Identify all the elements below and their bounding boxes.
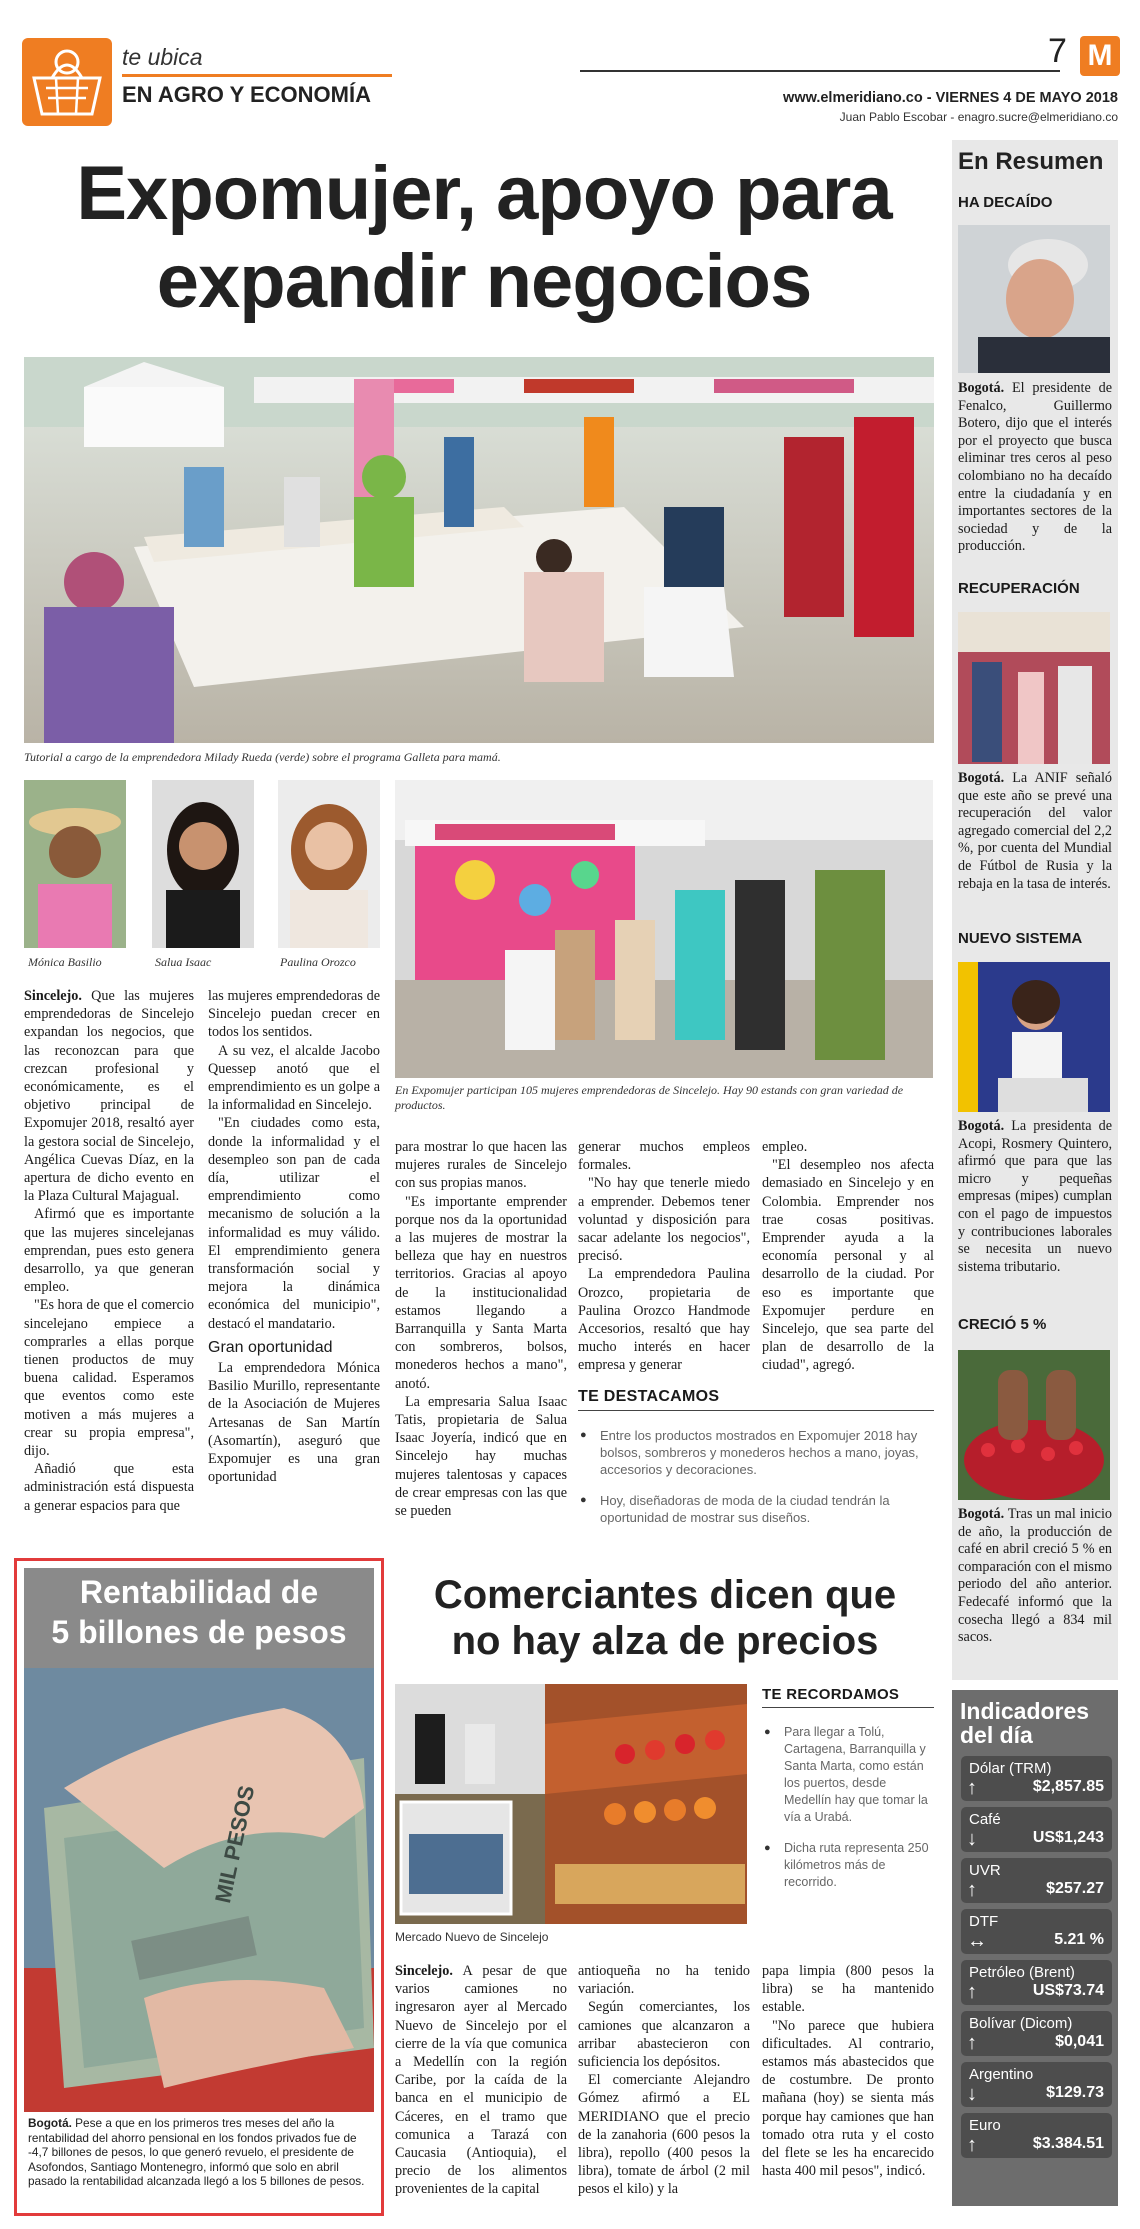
sidebar-body-1: El presidente de Fenalco, Guillermo Botero, dijo que el interés por el proyecto que busca eliminar tres ceros al peso colombiano no ha decaído entre la ciudadanía y en importantes sectores de la sociedad y de la producción. (958, 380, 1112, 555)
indicadores-title-2: del día (960, 1722, 1033, 1748)
expomujer-tutorial-photo (24, 357, 934, 743)
indicator-name: Café (969, 1811, 1001, 1828)
sidebar-body-4: Tras un mal inicio de año, la producción de café en abril creció 5 % en comparación con el mismo periodo del año anterior. Fedecafé informó que la cosecha llegó a 834 mil sacos. (958, 1506, 1112, 1646)
section-small-label: te ubica (122, 44, 203, 70)
page-number: 7 (1048, 32, 1067, 70)
sidebar-head-1: HA DECAÍDO (958, 194, 1053, 211)
comerciantes-headline-1: Comerciantes dicen que (433, 1573, 897, 1617)
comerciantes-column-1 (395, 1962, 567, 2199)
section-underline (122, 74, 392, 77)
header-rule (580, 70, 1060, 72)
sidebar-title: En Resumen (958, 148, 1104, 175)
col1-p4: Añadió que esta administración está dispuesta a generar espacios para que (24, 1461, 194, 1514)
byline: Juan Pablo Escobar - enagro.sucre@elmeridiano.co (839, 110, 1118, 124)
main-headline-2: expandir negocios (156, 239, 812, 324)
recordamos-item: ● Dicha ruta representa 250 kilómetros más de recorrido. (762, 1840, 934, 1891)
indicator-value: US$1,243 (1032, 1829, 1104, 1846)
subhead-gran-oportunidad: Gran oportunidad (208, 1338, 333, 1356)
col3-p2: "Es importante emprender porque nos da la oportunidad a las mujeres de mostrar la belleza que hay en nuestros territorios. Gracias al apoyo de la institucionalidad estamos llegando a Barranquilla y Santa Marta con sombreros, bolsos, monederos hechos a mano", anotó. (395, 1193, 567, 1392)
main-photo-caption: Tutorial a cargo de la emprendedora Milady Rueda (verde) sobre el programa Galleta para mamá. (24, 750, 501, 764)
indicator-value: US$73.74 (1032, 1982, 1104, 1999)
rentabilidad-title-1: Rentabilidad de (79, 1574, 319, 1610)
portrait-paulina-orozco (278, 780, 380, 948)
indicator-bolivar (961, 2011, 1112, 2056)
sidebar-body-2: La ANIF señaló que este año se prevé una recuperación del valor agregado comercial del 2,2 %, por cuenta del Mundial de Fútbol de Rusia y la rebaja en la tasa de interés. (958, 770, 1112, 892)
col5-p2: "El desempleo nos afecta demasiado en Sincelejo y en Colombia. Emprender nos trae cosas positivas. Emprender ayuda a la economía personal y al desarrollo de la ciudad. Por eso es importante que Expomujer perdure en Sincelejo, que sea parte del plan de desarrollo de la ciudad", agregó. (762, 1157, 934, 1374)
comerciantes-col3-p1: papa limpia (800 pesos la libra) se ha mantenido estable. (762, 1963, 934, 2016)
sidebar-body-3: La presidenta de Acopi, Rosmery Quintero, afirmó que para que las micro y pequeñas empresas (mipes) cumplan con el pago de impuestos y contribuciones laborales se necesita un nuevo sistema tributario. (958, 1118, 1112, 1275)
portrait-caption-1: Mónica Basilio (28, 955, 102, 969)
site-date: www.elmeridiano.co - VIERNES 4 DE MAYO 2018 (783, 90, 1118, 106)
col4-p3: La emprendedora Paulina Orozco, propietaria de Paulina Orozco Handmode Accesorios, resaltó que hay mucho interés en hacer empresa y generar (578, 1266, 750, 1374)
col2-p2: A su vez, el alcalde Jacobo Quessep anotó que el emprendimiento es un golpe a la informalidad en Sincelejo. (208, 1042, 380, 1114)
indicator-uvr (961, 1858, 1112, 1903)
indicator-cafe (961, 1807, 1112, 1852)
indicator-name: UVR (969, 1862, 1001, 1879)
arrow-both-icon: ↔ (967, 1930, 987, 1952)
stands-photo-caption: En Expomujer participan 105 mujeres emprendedoras de Sincelejo. Hay 90 estands con gran variedad de productos. (395, 1083, 904, 1112)
indicator-value: $2,857.85 (1032, 1778, 1104, 1795)
sidebar-photo-cafe (958, 1350, 1110, 1500)
sidebar-head-2: RECUPERACIÓN (958, 580, 1080, 597)
sidebar-head-4: CRECIÓ 5 % (958, 1316, 1047, 1333)
main-column-1 (24, 987, 194, 1515)
indicator-value: $0,041 (1055, 2033, 1104, 2050)
col2-p1: las mujeres emprendedoras de Sincelejo puedan crecer en todos los sentidos. (208, 988, 380, 1041)
destacamos-box (578, 1388, 934, 1558)
comerciantes-col2-p1: antioqueña no ha tenido variación. (578, 1963, 750, 1998)
indicator-name: Petróleo (Brent) (969, 1964, 1075, 1981)
comerciantes-col1-p1: A pesar de que varios camiones no ingresaron ayer al Mercado Nuevo de Sincelejo por el cierre de la vía que comunica a Medellín con la región Caribe, por la caída de la banca en el municipio de Cáceres, en el tramo que comunica a Tarazá con Caucasia (Antioquia), el precio de los alimentos provenientes de la capital (395, 1963, 567, 2198)
arrow-down-icon: ↓ (967, 2083, 977, 2105)
col4-p2: "No hay que tenerle miedo a emprender. Debemos tener voluntad y disposición para sacar adelante los negocios", precisó. (578, 1175, 750, 1265)
indicator-petroleo (961, 1960, 1112, 2005)
section-logo-basket-icon (22, 38, 112, 126)
col1-p2: Afirmó que es importante que las mujeres sincelejanas emprendan, pues esto genera desarrollo, ya que generan empleo. (24, 1206, 194, 1296)
section-title: EN AGRO Y ECONOMÍA (122, 82, 371, 107)
rentabilidad-bill-text: MIL PESOS (210, 1783, 260, 1906)
col2-p4: La emprendedora Mónica Basilio Murillo, representante de la Asociación de Mujeres Artesanas de San Martín (Asomartín), aseguró que Expomujer es una gran oportunidad (208, 1360, 380, 1486)
arrow-up-icon: ↑ (967, 2032, 977, 2054)
arrow-up-icon: ↑ (967, 1981, 977, 2003)
indicadores-title-1: Indicadores (960, 1698, 1090, 1724)
destacamos-list (578, 1427, 934, 1526)
indicator-name: Euro (969, 2117, 1001, 2134)
expomujer-stands-photo (395, 780, 933, 1078)
rentabilidad-photo-billetes (24, 1668, 374, 2112)
rentabilidad-text: Pese a que en los primeros tres meses del año la rentabilidad del ahorro pensional en los fondos privados fue de -4,7 billones de pesos, lo que generó revuelo, el presidente de Asofondos, Santiago Montenegro, informó que solo en abril pasado la rentabilidad alcanzada llegó a los 5 billones de pesos. (28, 2116, 365, 2188)
indicator-name: Bolívar (Dicom) (969, 2015, 1073, 2032)
indicator-name: Argentino (969, 2066, 1034, 2083)
sidebar-head-3: NUEVO SISTEMA (958, 930, 1083, 947)
portrait-caption-3: Paulina Orozco (280, 955, 356, 969)
comerciantes-column-2 (578, 1962, 750, 2199)
sidebar-dateline-3: Bogotá. (958, 1118, 1005, 1134)
mercado-nuevo-photo (395, 1684, 747, 1924)
sidebar-text-4 (958, 1506, 1112, 1647)
sidebar-photo-acopi (958, 962, 1110, 1112)
main-column-2 (208, 987, 380, 1486)
main-column-4 (578, 1138, 750, 1375)
col3-p1: para mostrar lo que hacen las mujeres rurales de Sincelejo con sus propias manos. (395, 1139, 567, 1192)
sidebar-dateline-1: Bogotá. (958, 380, 1005, 396)
recordamos-title: TE RECORDAMOS (762, 1686, 934, 1708)
indicator-dolar (961, 1756, 1112, 1801)
arrow-down-icon: ↓ (967, 1828, 977, 1850)
indicator-value: $257.27 (1046, 1880, 1104, 1897)
recordamos-list (762, 1724, 934, 1891)
col1-dateline: Sincelejo. (24, 988, 82, 1004)
col3-p3: La empresaria Salua Isaac Tatis, propietaria de Salua Isaac Joyería, indicó que en Sincelejo hay muchas mujeres talentosas y capaces de crear empresas con las que se pueden (395, 1393, 567, 1520)
destacamos-item: ● Hoy, diseñadoras de moda de la ciudad tendrán la oportunidad de mostrar sus diseños. (578, 1492, 934, 1526)
rentabilidad-title-2: 5 billones de pesos (51, 1614, 347, 1650)
meridiano-logo (1080, 36, 1120, 76)
portrait-caption-2: Salua Isaac (155, 955, 212, 969)
col5-p1: empleo. (762, 1139, 808, 1155)
sidebar-dateline-2: Bogotá. (958, 770, 1005, 786)
mercado-photo-caption: Mercado Nuevo de Sincelejo (395, 1930, 549, 1944)
col2-p3: "En ciudades como esta, donde la informalidad y el desempleo son pan de cada día, utilizar el emprendimiento como mecanismo de solución a la informalidad es muy válido. El emprendimiento genera transformación social y mejora la dinámica económica del municipio", destacó el mandatario. (208, 1115, 380, 1332)
sidebar-dateline-4: Bogotá. (958, 1506, 1005, 1522)
comerciantes-col3-p2: "No parece que hubiera dificultades. Al contrario, estamos más abastecidos que de costumbre. De pronto mañana (hoy) se sienta más porque hay camiones que han tomado otra ruta y el costo del flete se les ha encarecido hasta 400 mil pesos", indicó. (762, 2017, 934, 2180)
rentabilidad-body (28, 2116, 372, 2189)
sidebar-text-3 (958, 1118, 1112, 1276)
indicator-value: $129.73 (1046, 2084, 1104, 2101)
arrow-up-icon: ↑ (967, 1879, 977, 1901)
indicator-dtf (961, 1909, 1112, 1954)
arrow-up-icon: ↑ (967, 1777, 977, 1799)
sidebar-text-1 (958, 380, 1112, 556)
indicator-value: $3.384.51 (1032, 2135, 1104, 2152)
col4-p1: generar muchos empleos formales. (578, 1139, 750, 1174)
indicator-name: DTF (969, 1913, 999, 1930)
recordamos-box (762, 1686, 934, 1946)
col1-p3: "Es hora de que el comercio sincelejano empiece a comprarles a ellas porque tienen productos de muy buena calidad. Esperamos que eventos como este motiven a más mujeres a crear su propia empresa", dijo. (24, 1297, 194, 1460)
comerciantes-column-3 (762, 1962, 934, 2180)
indicator-argentino (961, 2062, 1112, 2107)
main-column-3 (395, 1138, 567, 1520)
portrait-monica-basilio (24, 780, 126, 948)
indicator-value: 5.21 % (1054, 1931, 1104, 1948)
comerciantes-col2-p3: El comerciante Alejandro Gómez afirmó a EL MERIDIANO que el precio de la zanahoria (600 pesos la libra), repollo (400 pesos la libra), tomate de árbol (2 mil pesos el kilo) y la (578, 2072, 750, 2198)
destacamos-item: ● Entre los productos mostrados en Expomujer 2018 hay bolsos, sombreros y monederos hechos a mano, joyas, accesorios y decoraciones. (578, 1427, 934, 1478)
indicator-name: Dólar (TRM) (969, 1760, 1052, 1777)
indicator-euro (961, 2113, 1112, 2158)
recordamos-item: ● Para llegar a Tolú, Cartagena, Barranquilla y Santa Marta, como están los puertos, desde Medellín hay que tomar la vía a Urabá. (762, 1724, 934, 1826)
sidebar-photo-comercio (958, 612, 1110, 764)
rentabilidad-dateline: Bogotá. (28, 2116, 72, 2130)
portrait-salua-isaac (152, 780, 254, 948)
comerciantes-dateline: Sincelejo. (395, 1963, 453, 1979)
logo-letter: M (1087, 39, 1113, 72)
col1-p1: Que las mujeres emprendedoras de Sincelejo expandan los negocios, que las reconozcan para que crezcan profesional y económicamente, es el objetivo principal de Expomujer 2018, resaltó ayer la gestora social de Sincelejo, Angélica Cuevas Díaz, en la apertura de dicho evento en la Plaza Cultural Majagual. (24, 988, 194, 1205)
comerciantes-headline-2: no hay alza de precios (451, 1619, 879, 1663)
main-headline-1: Expomujer, apoyo para (76, 151, 892, 236)
sidebar-photo-botero (958, 225, 1110, 373)
sidebar-text-2 (958, 770, 1112, 893)
main-column-5 (762, 1138, 934, 1375)
comerciantes-col2-p2: Según comerciantes, los camiones que alcanzaron a arribar abastecieron con suficiencia los depósitos. (578, 1999, 750, 2071)
destacamos-title: TE DESTACAMOS (578, 1388, 934, 1411)
arrow-up-icon: ↑ (967, 2134, 977, 2156)
